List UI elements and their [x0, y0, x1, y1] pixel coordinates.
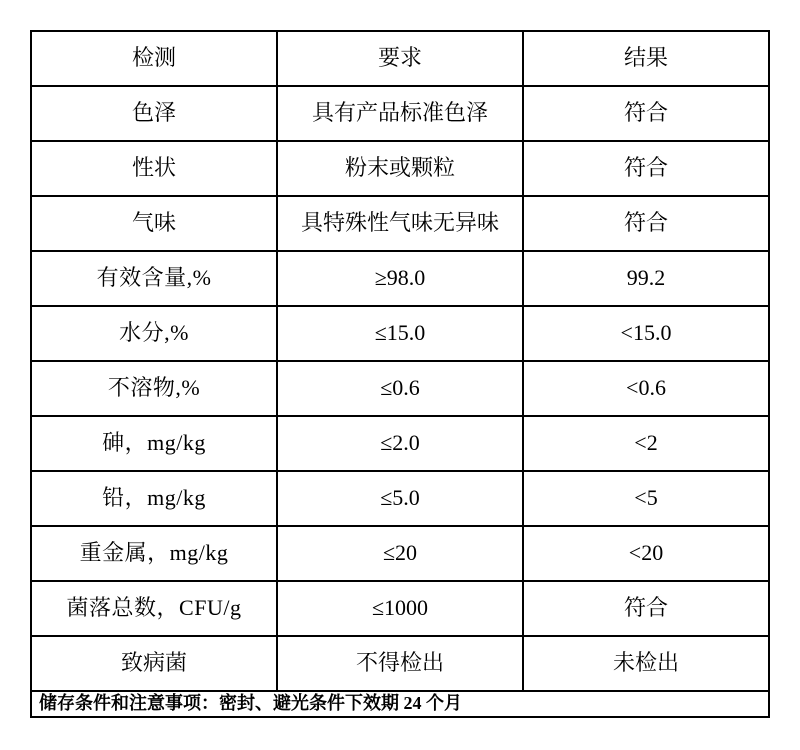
table-row: [31, 636, 769, 691]
table-row: [31, 86, 769, 141]
requirement-cell: ≤20: [277, 526, 523, 581]
table-row: [31, 196, 769, 251]
table-row: [31, 471, 769, 526]
inspection-table: [30, 30, 770, 718]
requirement-cell: ≤5.0: [277, 471, 523, 526]
test-item-cell: 菌落总数，CFU/g: [31, 581, 277, 636]
table-row: [31, 526, 769, 581]
test-item-cell: 有效含量,%: [31, 251, 277, 306]
requirement-cell: ≤2.0: [277, 416, 523, 471]
test-item-cell: 砷，mg/kg: [31, 416, 277, 471]
result-cell: <5: [523, 471, 769, 526]
storage-conditions-row: [31, 691, 769, 717]
table-row: [31, 581, 769, 636]
requirement-cell: ≤15.0: [277, 306, 523, 361]
requirement-cell: 粉末或颗粒: [277, 141, 523, 196]
table-row: [31, 141, 769, 196]
test-item-cell: 水分,%: [31, 306, 277, 361]
test-item-cell: 气味: [31, 196, 277, 251]
test-item-cell: 色泽: [31, 86, 277, 141]
result-cell: <0.6: [523, 361, 769, 416]
result-cell: 99.2: [523, 251, 769, 306]
requirement-cell: ≥98.0: [277, 251, 523, 306]
result-cell: 符合: [523, 86, 769, 141]
test-item-cell: 致病菌: [31, 636, 277, 691]
requirement-cell: 不得检出: [277, 636, 523, 691]
table-row: [31, 361, 769, 416]
requirement-cell: ≤0.6: [277, 361, 523, 416]
requirement-cell: 具特殊性气味无异味: [277, 196, 523, 251]
table-row: [31, 416, 769, 471]
test-item-cell: 性状: [31, 141, 277, 196]
result-cell: <15.0: [523, 306, 769, 361]
result-cell: <2: [523, 416, 769, 471]
table-row: [31, 251, 769, 306]
test-item-cell: 铅，mg/kg: [31, 471, 277, 526]
result-cell: <20: [523, 526, 769, 581]
result-cell: 符合: [523, 581, 769, 636]
header-result: 结果: [523, 31, 769, 86]
table-header-row: [31, 31, 769, 86]
result-cell: 符合: [523, 196, 769, 251]
table-row: [31, 306, 769, 361]
result-cell: 符合: [523, 141, 769, 196]
result-cell: 未检出: [523, 636, 769, 691]
storage-conditions-note: 储存条件和注意事项：密封、避光条件下效期 24 个月: [31, 691, 769, 717]
requirement-cell: ≤1000: [277, 581, 523, 636]
test-item-cell: 重金属，mg/kg: [31, 526, 277, 581]
header-requirement: 要求: [277, 31, 523, 86]
requirement-cell: 具有产品标准色泽: [277, 86, 523, 141]
test-item-cell: 不溶物,%: [31, 361, 277, 416]
header-test: 检测: [31, 31, 277, 86]
